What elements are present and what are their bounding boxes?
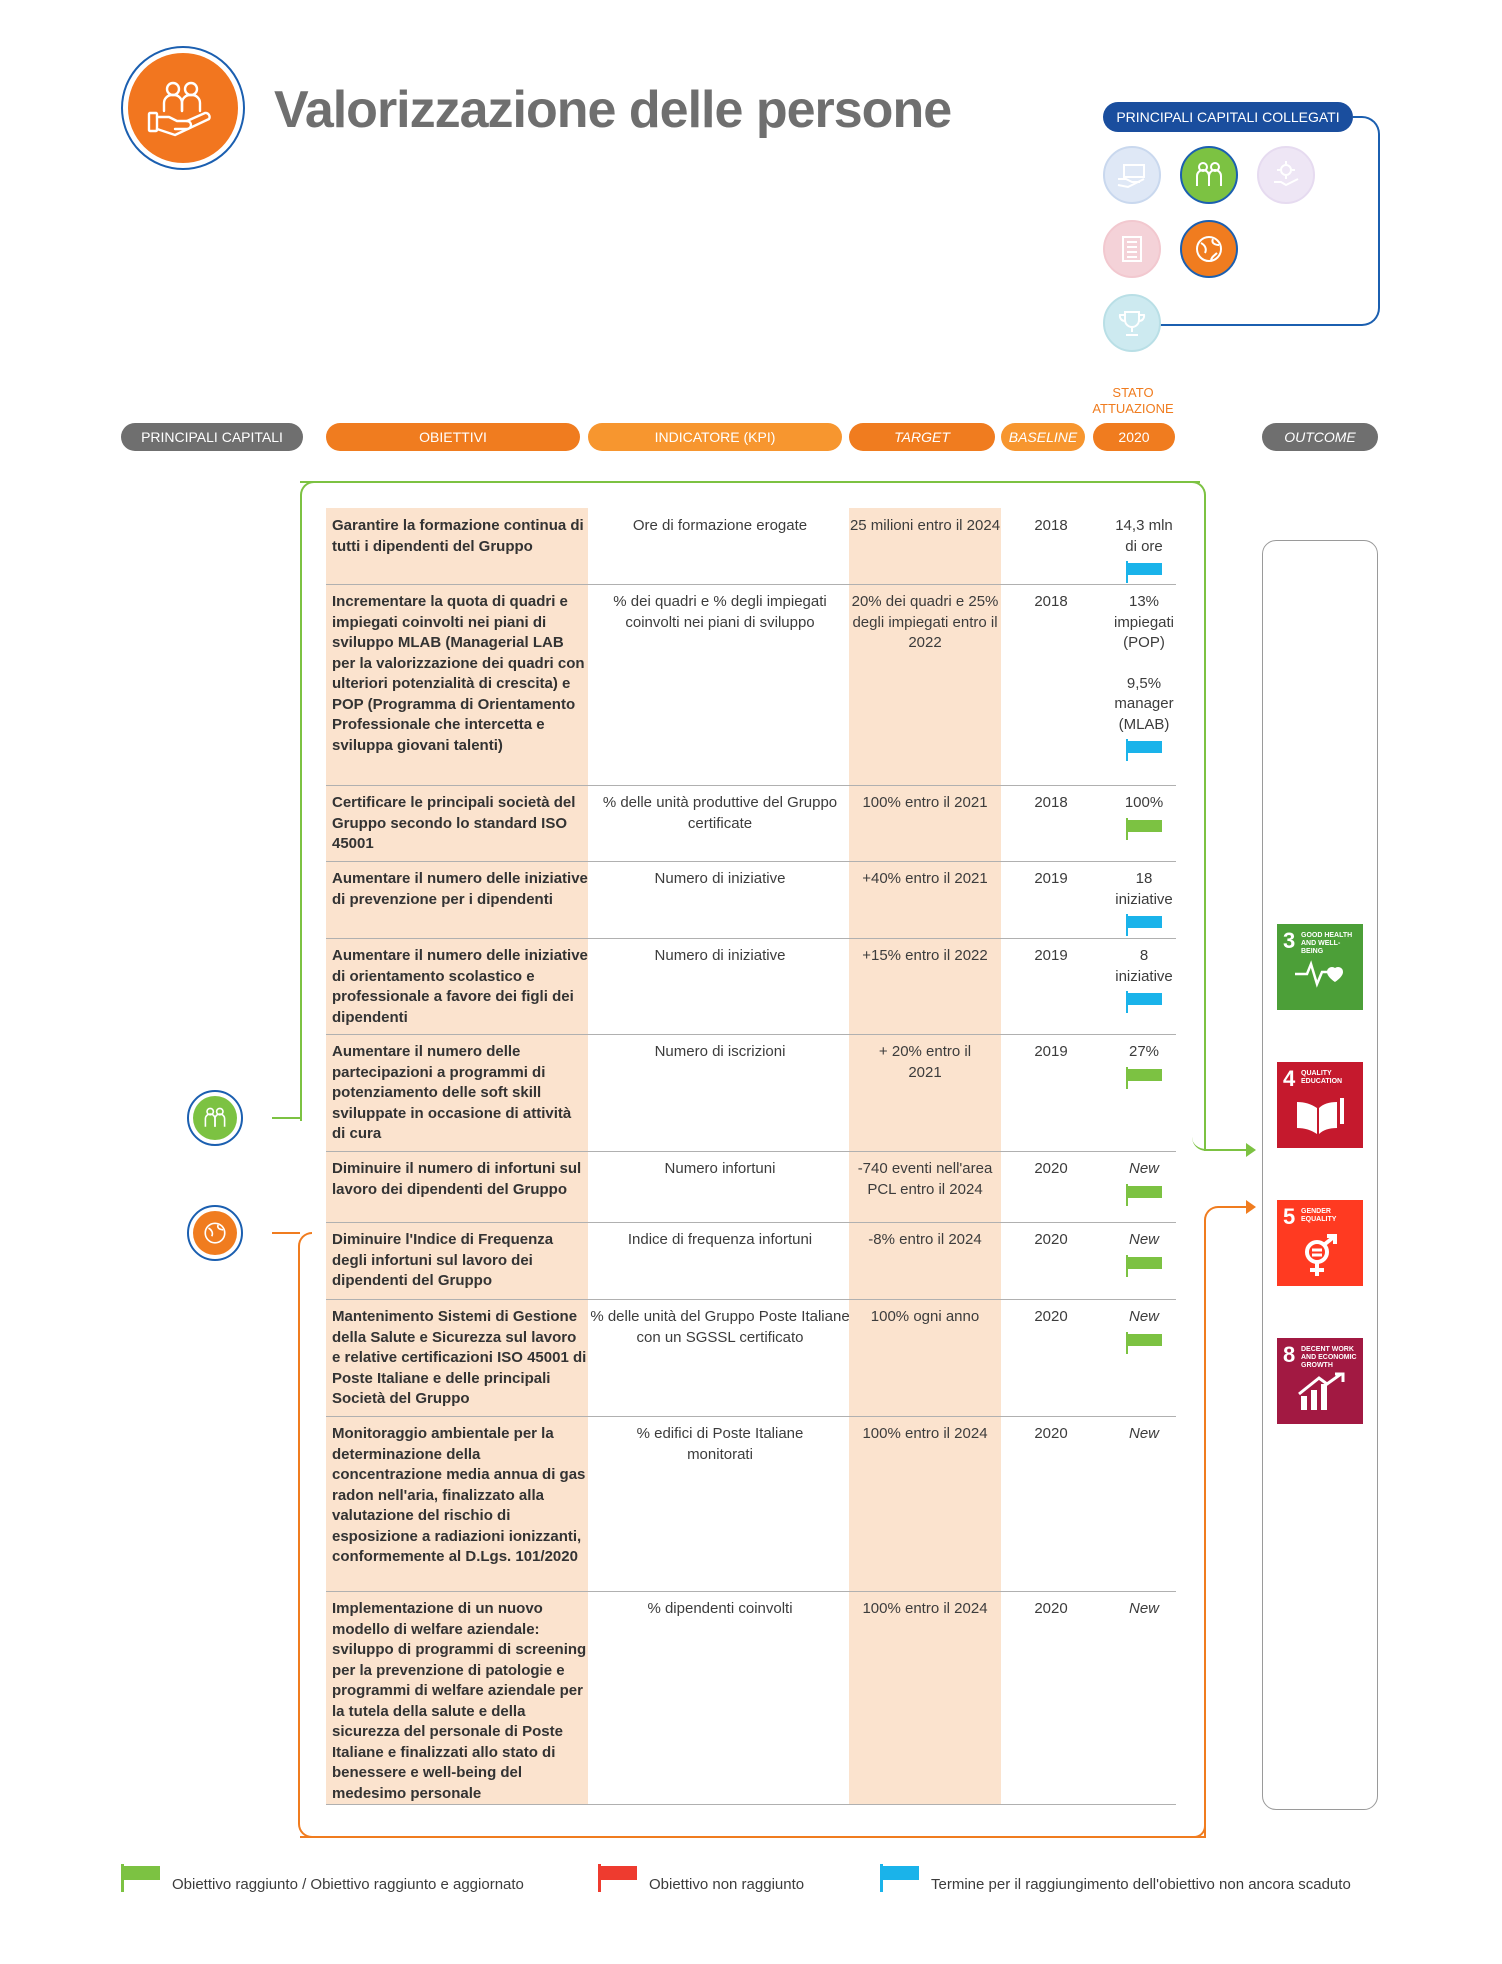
legend-blue-flag-icon	[880, 1864, 920, 1892]
kpi-cell: Indice di frequenza infortuni	[627, 1231, 813, 1248]
linked-capitals-label: PRINCIPALI CAPITALI COLLEGATI	[1103, 102, 1353, 132]
target-cell: 100% entro il 2021	[862, 794, 988, 811]
table-row	[326, 1299, 1176, 1417]
table-row	[326, 861, 1176, 939]
outcome-box	[1262, 540, 1378, 1810]
legend-red-flag-icon	[598, 1864, 638, 1892]
social-capital-icon	[1257, 146, 1315, 204]
legend-blue-label: Termine per il raggiungimento dell'obiettivo non ancora scaduto	[931, 1876, 1351, 1893]
status-flag-icon	[1124, 991, 1164, 1013]
status-flag-icon	[1124, 1184, 1164, 1206]
baseline-cell: 2020	[1034, 1425, 1068, 1442]
green-connector-stub	[272, 1117, 302, 1119]
legend-red-label: Obiettivo non raggiunto	[649, 1876, 805, 1893]
kpi-cell: Ore di formazione erogate	[632, 517, 808, 534]
status-flag-icon	[1124, 739, 1164, 761]
orange-connector-left	[298, 1232, 312, 1838]
target-cell: + 20% entro il 2021	[878, 1043, 972, 1081]
header-objectives: OBIETTIVI	[326, 423, 580, 451]
table-row	[326, 1151, 1176, 1223]
green-arrow-icon	[1246, 1143, 1256, 1157]
status-cell: 13% impiegati (POP) 9,5% manager (MLAB)	[1101, 592, 1187, 761]
human-capital-icon	[1180, 146, 1238, 204]
objective-cell: Diminuire l'Indice di Frequenza degli infortuni sul lavoro dei dipendenti del Gruppo	[332, 1231, 554, 1289]
status-cell: 14,3 mln di ore	[1101, 516, 1187, 583]
target-cell: 100% ogni anno	[870, 1308, 980, 1325]
orange-connector-stub	[272, 1232, 300, 1234]
status-cell: 27%	[1101, 1042, 1187, 1089]
financial-capital-icon	[1103, 146, 1161, 204]
stato-attuazione-label: STATO ATTUAZIONE	[1092, 385, 1174, 416]
status-cell: New	[1128, 1425, 1159, 1442]
target-cell: +15% entro il 2022	[862, 947, 988, 964]
baseline-cell: 2019	[1034, 870, 1068, 887]
status-flag-icon	[1124, 914, 1164, 936]
sdg-8-icon: 8 DECENT WORK AND ECONOMIC GROWTH	[1277, 1338, 1363, 1424]
natural-capital-side-icon	[187, 1205, 243, 1261]
target-cell: +40% entro il 2021	[862, 870, 988, 887]
objective-cell: Implementazione di un nuovo modello di welfare aziendale: sviluppo di programmi di screening per la prevenzione di patologie e programmi di welfare aziendale per la tutela della salute e della sicurezza del personale di Poste Italiane e finalizzati allo stato di benessere e well-being del medesimo personale	[332, 1600, 587, 1802]
sdg-4-icon: 4 QUALITY EDUCATION	[1277, 1062, 1363, 1148]
green-connector-arrow-line	[1204, 1149, 1248, 1151]
objective-cell: Garantire la formazione continua di tutti i dipendenti del Gruppo	[332, 517, 584, 555]
kpi-cell: % dei quadri e % degli impiegati coinvolti nei piani di sviluppo	[613, 593, 827, 631]
green-connector-right	[1192, 481, 1206, 1151]
kpi-cell: Numero di iniziative	[654, 947, 786, 964]
sdg-5-icon: 5 GENDER EQUALITY	[1277, 1200, 1363, 1286]
table-row	[326, 584, 1176, 786]
target-cell: -740 eventi nell'area PCL entro il 2024	[857, 1160, 993, 1198]
status-cell: New	[1101, 1230, 1187, 1277]
baseline-cell: 2020	[1034, 1231, 1068, 1248]
status-cell: 18 iniziative	[1101, 869, 1187, 936]
status-cell: 8 iniziative	[1101, 946, 1187, 1013]
table-row	[326, 938, 1176, 1035]
status-flag-icon	[1124, 561, 1164, 583]
baseline-cell: 2018	[1034, 794, 1068, 811]
green-connector-left	[300, 481, 314, 1121]
objective-cell: Aumentare il numero delle partecipazioni a programmi di potenziamento delle soft skill sviluppate in occasione di attività di cura	[332, 1043, 572, 1142]
status-cell: New	[1128, 1600, 1159, 1617]
baseline-cell: 2019	[1034, 947, 1068, 964]
header-year: 2020	[1093, 423, 1175, 451]
kpi-cell: Numero di iscrizioni	[654, 1043, 786, 1060]
status-flag-icon	[1124, 1067, 1164, 1089]
objective-cell: Aumentare il numero delle iniziative di orientamento scolastico e professionale a favore dei figli dei dipendenti	[332, 947, 588, 1026]
kpi-cell: % delle unità del Gruppo Poste Italiane con un SGSSL certificato	[590, 1308, 850, 1346]
header-capitals: PRINCIPALI CAPITALI	[121, 423, 303, 451]
baseline-cell: 2020	[1034, 1600, 1068, 1617]
target-cell: -8% entro il 2024	[868, 1231, 982, 1248]
kpi-cell: Numero di iniziative	[654, 870, 786, 887]
legend-green-flag-icon	[121, 1864, 161, 1892]
header-target: TARGET	[849, 423, 995, 451]
table-row	[326, 1034, 1176, 1152]
sdg-3-icon: 3 GOOD HEALTH AND WELL-BEING	[1277, 924, 1363, 1010]
baseline-cell: 2020	[1034, 1160, 1068, 1177]
kpi-cell: Numero infortuni	[664, 1160, 776, 1177]
objective-cell: Mantenimento Sistemi di Gestione della Salute e Sicurezza sul lavoro e relative certificazioni ISO 45001 di Poste Italiane e delle principali Società del Gruppo	[332, 1308, 587, 1407]
table-row	[326, 1222, 1176, 1300]
objective-cell: Aumentare il numero delle iniziative di prevenzione per i dipendenti	[332, 870, 588, 908]
table-row	[326, 785, 1176, 862]
orange-connector-arrow-line	[1218, 1206, 1248, 1208]
kpi-cell: % dipendenti coinvolti	[647, 1600, 793, 1617]
orange-arrow-icon	[1246, 1200, 1256, 1214]
status-cell: New	[1101, 1159, 1187, 1206]
status-flag-icon	[1124, 818, 1164, 840]
status-cell: New	[1101, 1307, 1187, 1354]
linked-capitals-connector	[1160, 324, 1355, 326]
target-cell: 100% entro il 2024	[862, 1425, 988, 1442]
table-row	[326, 508, 1176, 585]
human-capital-side-icon	[187, 1090, 243, 1146]
target-cell: 100% entro il 2024	[862, 1600, 988, 1617]
baseline-cell: 2018	[1034, 517, 1068, 534]
status-flag-icon	[1124, 1332, 1164, 1354]
header-kpi: INDICATORE (KPI)	[588, 423, 842, 451]
table-row	[326, 1591, 1176, 1805]
orange-connector-right	[1204, 1206, 1218, 1838]
objective-cell: Diminuire il numero di infortuni sul lavoro dei dipendenti del Gruppo	[332, 1160, 582, 1198]
baseline-cell: 2020	[1034, 1308, 1068, 1325]
objective-cell: Incrementare la quota di quadri e impiegati coinvolti nei piani di sviluppo MLAB (Managerial LAB per la valorizzazione dei quadri con ulteriori potenzialità di crescita) e POP (Programma di Orientamento Professionale che intercetta e sviluppa giovani talenti)	[332, 593, 585, 754]
kpi-cell: % delle unità produttive del Gruppo certificate	[602, 794, 838, 832]
orange-connector-bottom	[300, 1836, 1206, 1838]
baseline-cell: 2018	[1034, 593, 1068, 610]
header-outcome: OUTCOME	[1262, 423, 1378, 451]
objective-cell: Monitoraggio ambientale per la determinazione della concentrazione media annua di gas radon nell'aria, finalizzato alla valutazione del rischio di esposizione a radiazioni ionizzanti, conformemente al D.Lgs. 101/2020	[332, 1425, 586, 1565]
status-flag-icon	[1124, 1255, 1164, 1277]
objective-cell: Certificare le principali società del Gruppo secondo lo standard ISO 45001	[332, 794, 576, 852]
baseline-cell: 2019	[1034, 1043, 1068, 1060]
people-hand-icon	[145, 77, 221, 139]
green-connector-top	[300, 481, 1200, 483]
table-row	[326, 1416, 1176, 1592]
target-cell: 20% dei quadri e 25% degli impiegati entro il 2022	[851, 593, 999, 651]
legend-green-label: Obiettivo raggiunto / Obiettivo raggiunto e aggiornato	[172, 1876, 524, 1893]
page-title: Valorizzazione delle persone	[274, 81, 952, 139]
kpi-cell: % edifici di Poste Italiane monitorati	[636, 1425, 804, 1463]
target-cell: 25 milioni entro il 2024	[849, 517, 1001, 534]
natural-capital-icon	[1180, 220, 1238, 278]
physical-capital-icon	[1103, 220, 1161, 278]
status-cell: 100%	[1101, 793, 1187, 840]
intellectual-capital-icon	[1103, 294, 1161, 352]
header-baseline: BASELINE	[1001, 423, 1085, 451]
linked-capitals-bracket	[1353, 116, 1380, 326]
section-icon	[121, 46, 245, 170]
